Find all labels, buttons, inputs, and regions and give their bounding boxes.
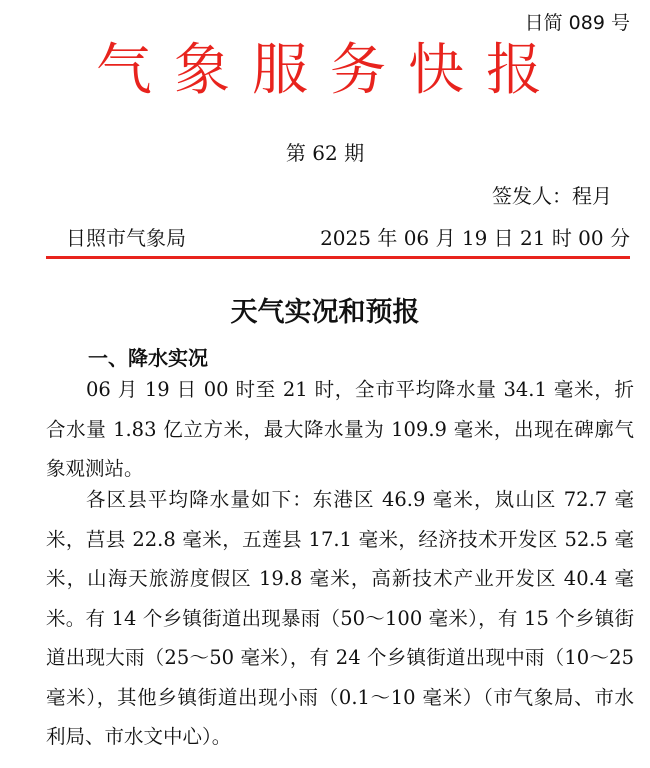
paragraph-precipitation-summary: 06 月 19 日 00 时至 21 时，全市平均降水量 34.1 毫米，折合水量 1.83 亿立方米，最大降水量为 109.9 毫米，出现在碑廓气象观测站。 xyxy=(46,378,634,480)
paragraph-district-precipitation: 各区县平均降水量如下：东港区 46.9 毫米，岚山区 72.7 毫米，莒县 22.8 毫米，五莲县 17.1 毫米，经济技术开发区 52.5 毫米，山海天旅游度假区 19.8 毫米，高新技术产业开发区 40.4 毫米。有 14 个乡镇街道出现暴雨（50～100 毫米），有 15 个乡镇街道出现大雨（25～50 毫米），有 24 个乡镇街道出现中雨（10～25 毫米），其他乡镇街道出现小雨（0.1～10 毫米）（市气象局、市水利局、市水文中心）。 xyxy=(46,488,634,748)
masthead-title: 气象服务快报 xyxy=(96,38,564,103)
signer: 签发人：程月 xyxy=(492,184,612,208)
page-title: 天气实况和预报 xyxy=(230,297,420,328)
issue-datetime: 2025 年 06 月 19 日 21 时 00 分 xyxy=(320,226,630,250)
issuing-agency: 日照市气象局 xyxy=(66,226,186,250)
document-number: 日简 089 号 xyxy=(524,12,630,34)
issue-number: 第 62 期 xyxy=(285,141,365,165)
header-divider xyxy=(46,256,630,259)
section-heading-precipitation: 一、降水实况 xyxy=(88,346,208,370)
